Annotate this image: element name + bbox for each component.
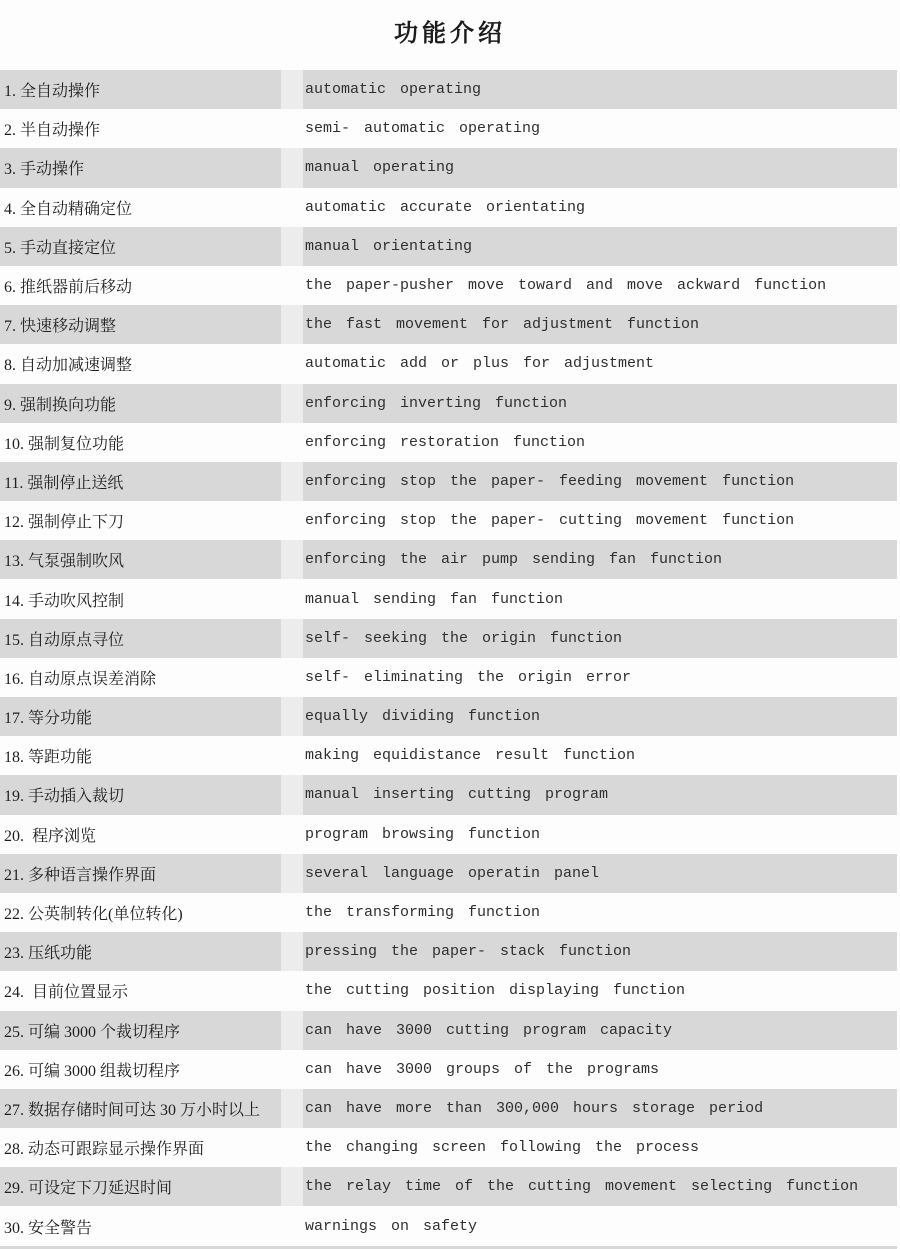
feature-desc-en: pressing the paper- stack function: [305, 943, 632, 961]
table-row: [0, 540, 897, 579]
table-row: [0, 148, 897, 187]
feature-name-cn: 15. 自动原点寻位: [4, 631, 125, 649]
table-row: [0, 893, 897, 932]
column-gap: [281, 501, 303, 540]
column-gap: [281, 70, 303, 109]
column-gap: [281, 1167, 303, 1206]
feature-name-cn: 12. 强制停止下刀: [4, 514, 125, 532]
column-gap: [281, 540, 303, 579]
page-title: 功能介绍: [394, 21, 506, 47]
table-row: [0, 1206, 897, 1245]
feature-name-cn: 25. 可编 3000 个裁切程序: [4, 1023, 181, 1041]
table-row: [0, 658, 897, 697]
feature-name-cn: 2. 半自动操作: [4, 122, 101, 140]
column-gap: [281, 227, 303, 266]
table-row: [0, 815, 897, 854]
feature-desc-en: enforcing restoration function: [305, 433, 586, 451]
feature-desc-en: manual orientating: [305, 237, 473, 255]
feature-desc-en: automatic operating: [305, 81, 482, 99]
feature-desc-en: can have 3000 cutting program capacity: [305, 1021, 673, 1039]
table-row: [0, 1011, 897, 1050]
feature-desc-en: enforcing stop the paper- feeding movement function: [305, 472, 795, 490]
column-gap: [281, 697, 303, 736]
column-gap: [281, 971, 303, 1010]
table-row: [0, 1167, 897, 1206]
feature-name-cn: 20. 程序浏览: [4, 827, 97, 845]
feature-name-cn: 3. 手动操作: [4, 161, 85, 179]
table-row: [0, 109, 897, 148]
feature-desc-en: manual sending fan function: [305, 590, 564, 608]
column-gap: [281, 893, 303, 932]
feature-desc-en: making equidistance result function: [305, 747, 636, 765]
column-gap: [281, 1089, 303, 1128]
feature-desc-en: the relay time of the cutting movement selecting function: [305, 1178, 859, 1196]
table-row: [0, 1089, 897, 1128]
table-row: [0, 736, 897, 775]
feature-desc-en: semi- automatic operating: [305, 120, 541, 138]
feature-desc-en: self- eliminating the origin error: [305, 668, 632, 686]
column-gap: [281, 148, 303, 187]
feature-name-cn: 4. 全自动精确定位: [4, 200, 133, 218]
feature-desc-en: can have more than 300,000 hours storage period: [305, 1099, 764, 1117]
feature-name-cn: 17. 等分功能: [4, 710, 93, 728]
feature-name-cn: 16. 自动原点误差消除: [4, 670, 157, 688]
feature-desc-en: automatic accurate orientating: [305, 198, 586, 216]
table-row: [0, 1050, 897, 1089]
column-gap: [281, 775, 303, 814]
feature-name-cn: 29. 可设定下刀延迟时间: [4, 1180, 173, 1198]
feature-name-cn: 21. 多种语言操作界面: [4, 866, 157, 884]
column-gap: [281, 462, 303, 501]
table-row: [0, 384, 897, 423]
table-row: [0, 188, 897, 227]
feature-name-cn: 6. 推纸器前后移动: [4, 279, 133, 297]
feature-desc-en: the fast movement for adjustment function: [305, 316, 700, 334]
table-row: [0, 305, 897, 344]
column-gap: [281, 266, 303, 305]
table-row: [0, 619, 897, 658]
feature-name-cn: 24. 目前位置显示: [4, 984, 129, 1002]
column-gap: [281, 854, 303, 893]
feature-desc-en: the cutting position displaying function: [305, 982, 686, 1000]
table-row: [0, 579, 897, 618]
feature-name-cn: 27. 数据存储时间可达 30 万小时以上: [4, 1101, 261, 1119]
table-row: [0, 266, 897, 305]
feature-desc-en: manual inserting cutting program: [305, 786, 609, 804]
feature-name-cn: 1. 全自动操作: [4, 83, 101, 101]
column-gap: [281, 619, 303, 658]
column-gap: [281, 188, 303, 227]
column-gap: [281, 1206, 303, 1245]
column-gap: [281, 305, 303, 344]
feature-desc-en: program browsing function: [305, 825, 541, 843]
feature-name-cn: 19. 手动插入裁切: [4, 788, 125, 806]
column-gap: [281, 1128, 303, 1167]
column-gap: [281, 109, 303, 148]
table-row: [0, 70, 897, 109]
feature-name-cn: 23. 压纸功能: [4, 945, 93, 963]
table-row: [0, 932, 897, 971]
feature-desc-en: the changing screen following the process: [305, 1139, 700, 1157]
feature-desc-en: several language operatin panel: [305, 864, 600, 882]
feature-desc-en: can have 3000 groups of the programs: [305, 1060, 660, 1078]
feature-desc-en: the transforming function: [305, 904, 541, 922]
feature-name-cn: 9. 强制换向功能: [4, 396, 117, 414]
feature-name-cn: 5. 手动直接定位: [4, 239, 117, 257]
table-row: [0, 697, 897, 736]
table-row: [0, 854, 897, 893]
column-gap: [281, 423, 303, 462]
column-gap: [281, 932, 303, 971]
column-gap: [281, 736, 303, 775]
feature-desc-en: manual operating: [305, 159, 455, 177]
column-gap: [281, 1011, 303, 1050]
feature-name-cn: 26. 可编 3000 组裁切程序: [4, 1062, 181, 1080]
table-row: [0, 971, 897, 1010]
table-row: [0, 344, 897, 383]
column-gap: [281, 658, 303, 697]
feature-name-cn: 22. 公英制转化(单位转化): [4, 906, 183, 924]
feature-name-cn: 7. 快速移动调整: [4, 318, 117, 336]
feature-name-cn: 30. 安全警告: [4, 1219, 93, 1237]
table-row: [0, 775, 897, 814]
feature-name-cn: 14. 手动吹风控制: [4, 592, 125, 610]
feature-name-cn: 8. 自动加减速调整: [4, 357, 133, 375]
feature-desc-en: enforcing the air pump sending fan function: [305, 551, 723, 569]
feature-desc-en: enforcing stop the paper- cutting movement function: [305, 512, 795, 530]
table-row: [0, 423, 897, 462]
column-gap: [281, 579, 303, 618]
feature-desc-en: the paper-pusher move toward and move ackward function: [305, 277, 827, 295]
feature-desc-en: self- seeking the origin function: [305, 629, 623, 647]
column-gap: [281, 344, 303, 383]
feature-name-cn: 18. 等距功能: [4, 749, 93, 767]
table-row: [0, 462, 897, 501]
feature-name-cn: 28. 动态可跟踪显示操作界面: [4, 1141, 205, 1159]
feature-name-cn: 13. 气泵强制吹风: [4, 553, 125, 571]
column-gap: [281, 1050, 303, 1089]
column-gap: [281, 815, 303, 854]
partial-next-row: [0, 1246, 897, 1249]
table-row: [0, 227, 897, 266]
table-row: [0, 501, 897, 540]
feature-desc-en: automatic add or plus for adjustment: [305, 355, 655, 373]
feature-desc-en: warnings on safety: [305, 1217, 478, 1235]
feature-name-cn: 11. 强制停止送纸: [4, 474, 124, 492]
feature-desc-en: enforcing inverting function: [305, 394, 568, 412]
table-row: [0, 1128, 897, 1167]
column-gap: [281, 384, 303, 423]
feature-desc-en: equally dividing function: [305, 708, 541, 726]
feature-name-cn: 10. 强制复位功能: [4, 435, 125, 453]
feature-table: [0, 70, 897, 1246]
